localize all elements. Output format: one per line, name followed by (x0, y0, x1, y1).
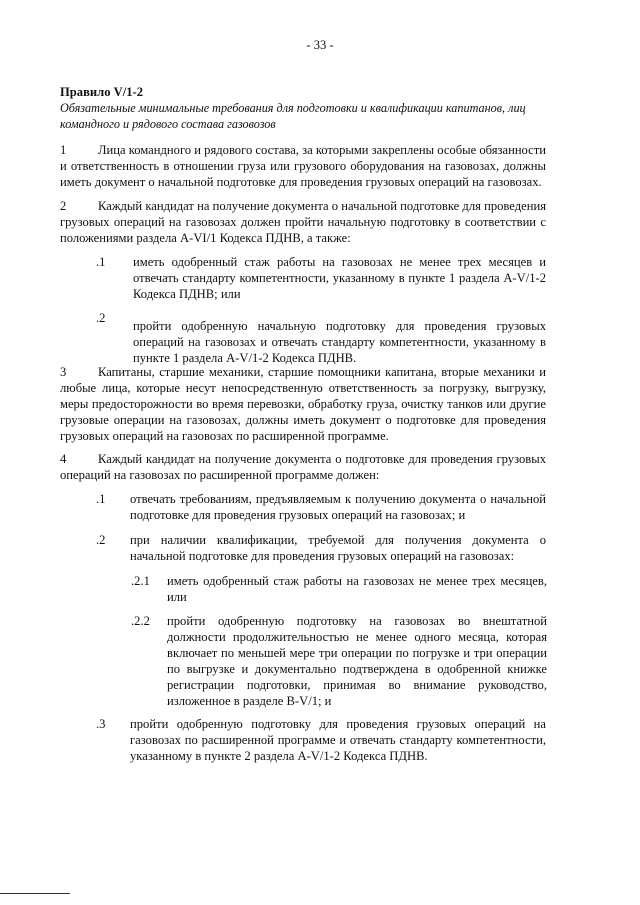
item-number: .2 (96, 311, 106, 325)
list-item: пройти одобренную подготовку для проведения грузовых операций на газовозах по расширенной программе и отвечать стандарту компетентности, указанному в пункте 2 раздела A-V/1-2 Кодекса ПДНВ. (130, 717, 546, 763)
paragraph-1 (60, 142, 546, 190)
paragraph-4 (60, 451, 546, 483)
item-number: .3 (96, 717, 106, 731)
item-number: .2 (96, 533, 106, 547)
list-subitem: иметь одобренный стаж работы на газовозах не менее трех месяцев, или (167, 574, 547, 604)
subitem-number: .2.2 (131, 614, 150, 628)
list-item: отвечать требованиям, предъявляемым к получению документа о начальной подготовке для проведения грузовых операций на газовозах; и (130, 492, 546, 522)
footer-divider (0, 893, 70, 894)
paragraph-text: Каждый кандидат на получение документа о подготовке для проведения грузовых операций на газовозах по расширенной программе должен: (60, 452, 546, 482)
list-subitem: пройти одобренную подготовку на газовозах во внештатной должности продолжительностью не менее одного месяца, которая включает по меньшей мере три операции по погрузке и три операции по выгрузке и документально подтверждена в одобренной книжке регистрации подготовки, принимая во внимание руководство, изложенное в разделе B-V/1; и (167, 614, 547, 708)
paragraph-2 (60, 198, 546, 246)
paragraph-number: 3 (60, 365, 67, 379)
paragraph-number: 1 (60, 143, 67, 157)
rule-subtitle: Обязательные минимальные требования для подготовки и квалификации капитанов, лиц командного и рядового состава газовозов (60, 101, 526, 131)
paragraph-text: Капитаны, старшие механики, старшие помощники капитана, вторые механики и любые лица, которые несут непосредственную ответственность за погрузку, выгрузку, меры предосторожности во время перевозки, обработку груза, очистку танков или другие грузовые операции на газовозах, должны иметь документ о подготовке для проведения грузовых операций на газовозах по расширенной программе. (60, 365, 546, 443)
subitem-number: .2.1 (131, 574, 150, 588)
paragraph-number: 2 (60, 199, 67, 213)
list-item: при наличии квалификации, требуемой для получения документа о начальной подготовке для проведения грузовых операций на газовозах: (130, 533, 546, 563)
list-item: иметь одобренный стаж работы на газовозах не менее трех месяцев и отвечать стандарту компетентности, указанному в пункте 1 раздела A-V/1-2 Кодекса ПДНВ; или (133, 255, 546, 301)
item-number: .1 (96, 255, 106, 269)
item-number: .1 (96, 492, 106, 506)
paragraph-text: Лица командного и рядового состава, за которыми закреплены особые обязанности и ответственность в отношении груза или грузового оборудования на газовозах, должны иметь документ о начальной подготовке для проведения грузовых операций на газовозах. (60, 143, 546, 189)
paragraph-3 (60, 364, 546, 444)
paragraph-text: Каждый кандидат на получение документа о начальной подготовке для проведения грузовых операций на газовозах должен пройти начальную подготовку в соответствии с положениями раздела A-VI/1 Кодекса ПДНВ, а также: (60, 199, 546, 245)
list-item: пройти одобренную начальную подготовку для проведения грузовых операций на газовозах и отвечать стандарту компетентности, указанному в пункте 1 раздела A-V/1-2 Кодекса ПДНВ. (133, 319, 546, 365)
paragraph-number: 4 (60, 452, 67, 466)
rule-title: Правило V/1-2 (60, 85, 144, 99)
page-number: - 33 - (306, 38, 334, 52)
